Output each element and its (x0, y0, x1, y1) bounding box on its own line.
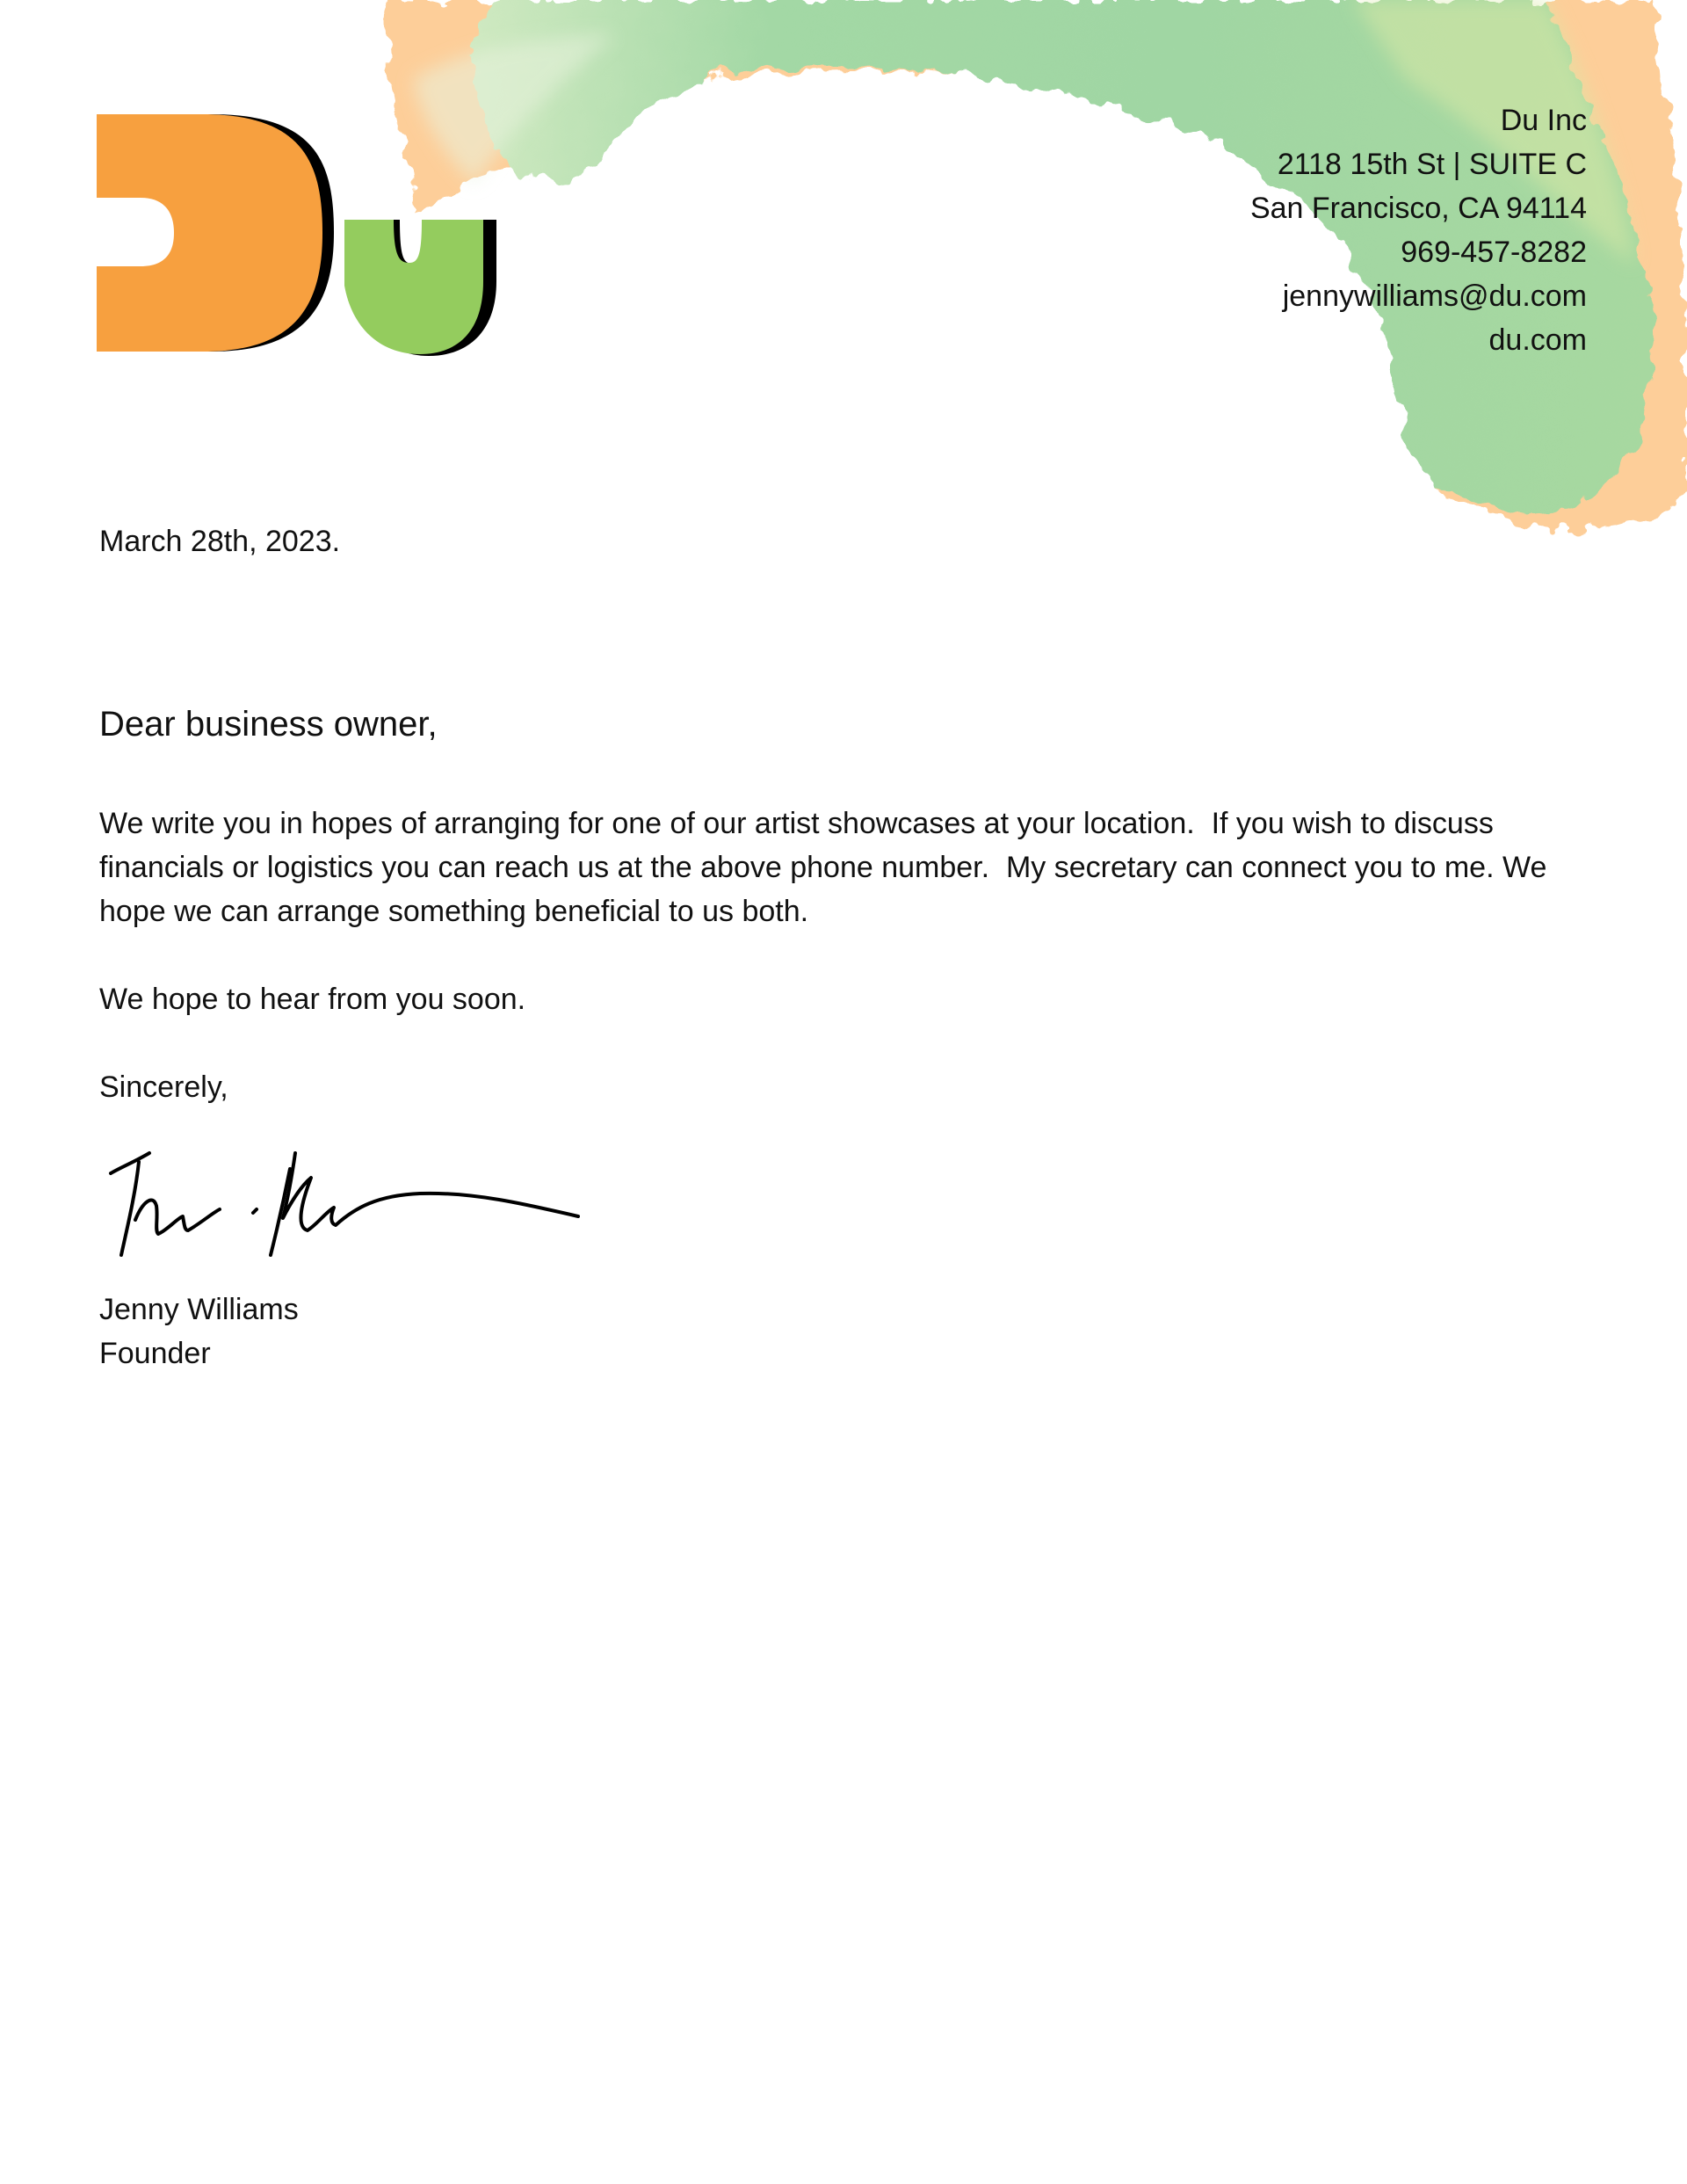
signer-name: Jenny Williams (99, 1293, 299, 1326)
company-contact-block (1250, 98, 1587, 362)
salutation: Dear business owner, (99, 705, 438, 744)
email-address[interactable]: jennywilliams@du.com (1282, 279, 1587, 313)
du-logo (97, 110, 510, 365)
letter-date: March 28th, 2023. (99, 525, 341, 558)
closing: Sincerely, (99, 1070, 228, 1104)
signer-title: Founder (99, 1337, 211, 1370)
website[interactable]: du.com (1488, 323, 1587, 357)
city-state-zip: San Francisco, CA 94114 (1249, 192, 1587, 225)
handwritten-signature (104, 1143, 596, 1266)
company-name: Du Inc (1500, 104, 1587, 137)
phone-number: 969-457-8282 (1401, 236, 1587, 269)
letter-body (99, 802, 1593, 1153)
street-address: 2118 15th St | SUITE C (1277, 148, 1587, 181)
body-paragraph-2: We hope to hear from you soon. (99, 983, 526, 1016)
body-paragraph-1: We write you in hopes of arranging for one of our artist showcases at your location. If you wish to discuss financials or logistics you can reach us at the above phone number. My secretary can connect you to me. We hope we can arrange something beneficial to us both. (99, 807, 1555, 928)
signer-block (99, 1288, 299, 1375)
